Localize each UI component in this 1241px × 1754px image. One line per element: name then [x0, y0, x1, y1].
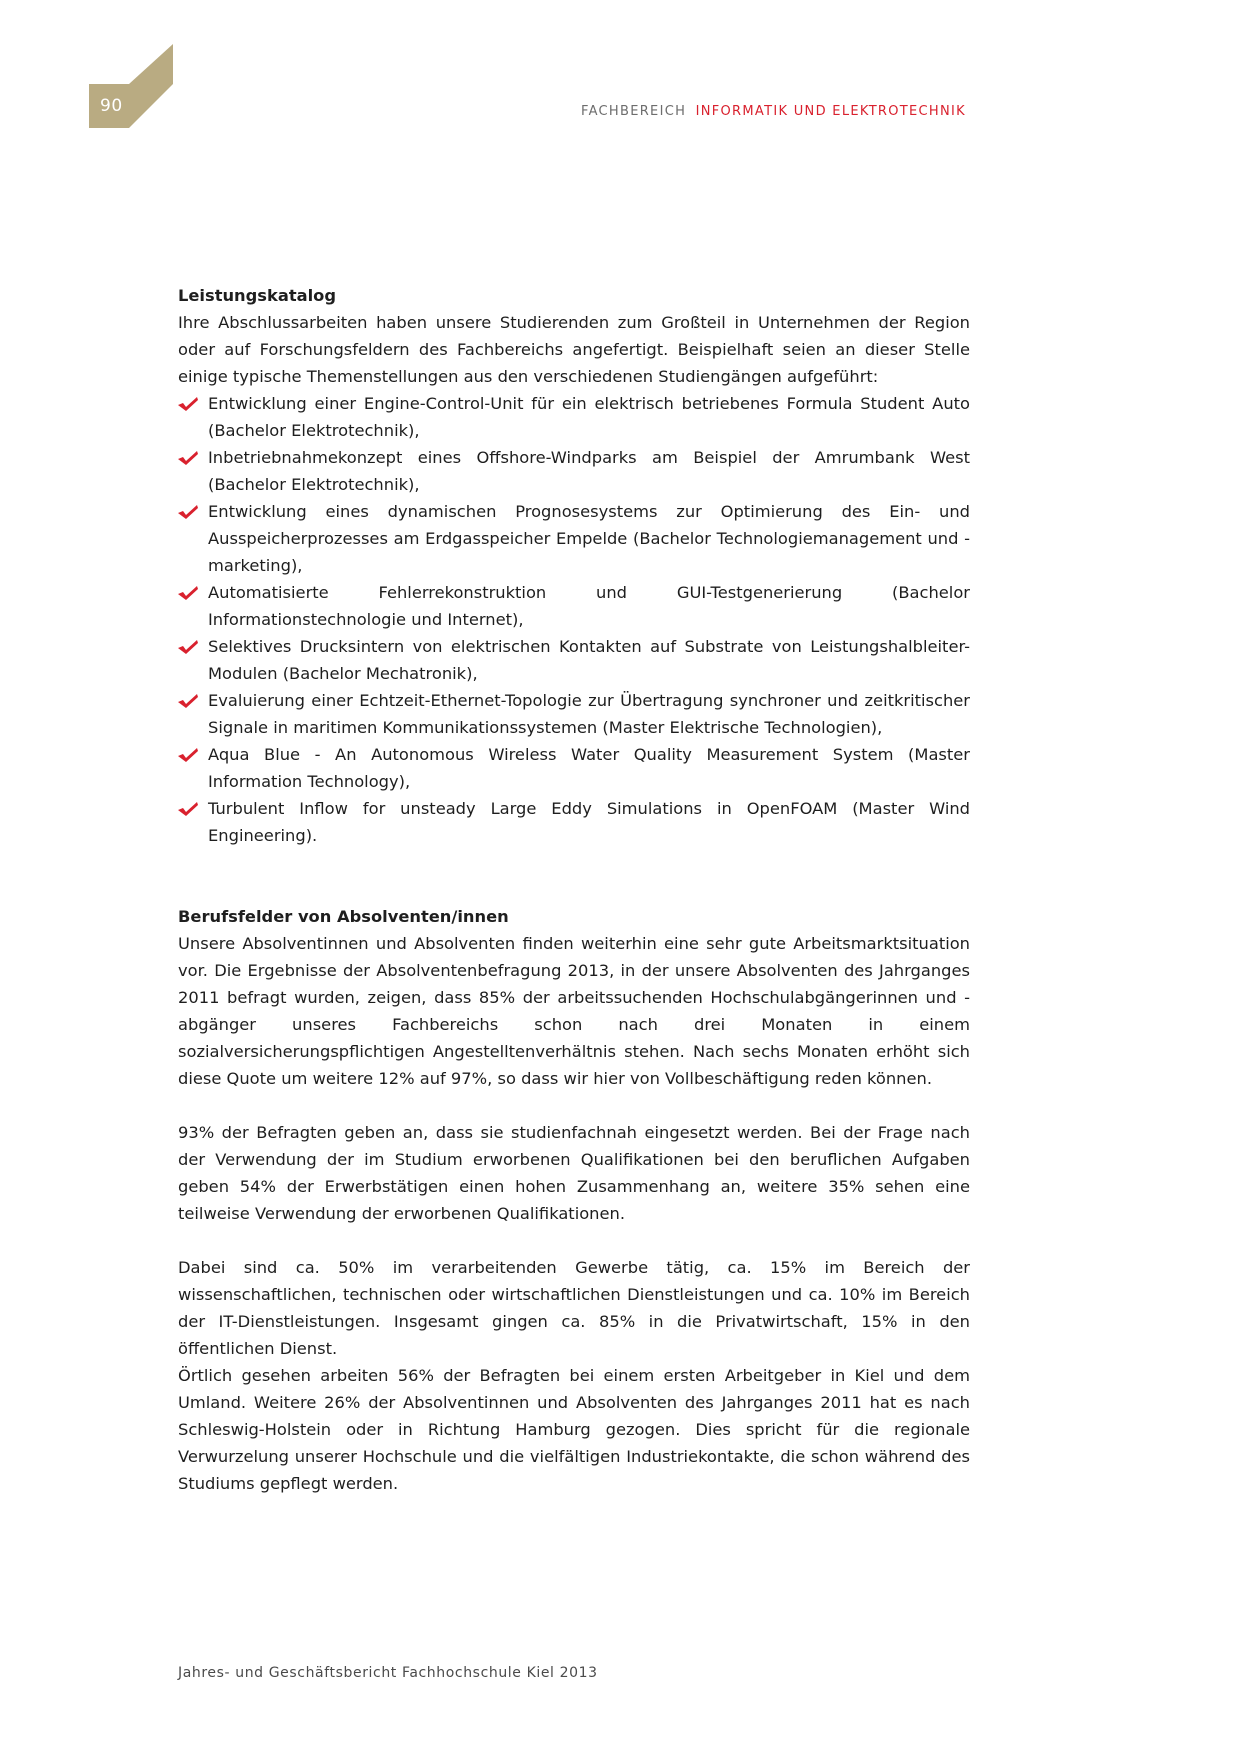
list-item-text: Entwicklung eines dynamischen Prognosesystems zur Optimierung des Ein- und Ausspeicherprozesses am Erdgasspeicher Empelde (Bachelor Technologiemanagement und -marketing), — [208, 502, 970, 575]
running-header — [581, 104, 966, 119]
section-spacer — [178, 849, 970, 903]
red-check-arrow-icon — [178, 450, 198, 466]
intro-paragraph: Ihre Abschlussarbeiten haben unsere Studierenden zum Großteil in Unternehmen der Region oder auf Forschungsfeldern des Fachbereichs angefertigt. Beispielhaft seien an dieser Stelle einige typische Themenstellungen aus den verschiedenen Studiengängen aufgeführt: — [178, 313, 970, 386]
page-footer: Jahres- und Geschäftsbericht Fachhochschule Kiel 2013 — [178, 1665, 598, 1681]
list-item — [178, 741, 970, 795]
list-item — [178, 444, 970, 498]
thesis-topic-list — [178, 390, 970, 849]
list-item-text: Turbulent Inflow for unsteady Large Eddy Simulations in OpenFOAM (Master Wind Engineering). — [208, 799, 970, 845]
section-label: FACHBEREICH — [580, 104, 687, 119]
paragraph-spacer — [178, 1092, 970, 1119]
red-check-arrow-icon — [178, 585, 198, 601]
red-check-arrow-icon — [178, 747, 198, 763]
main-content — [178, 282, 970, 1497]
list-item — [178, 390, 970, 444]
red-check-arrow-icon — [178, 639, 198, 655]
list-item-text: Inbetriebnahmekonzept eines Offshore-Windparks am Beispiel der Amrumbank West (Bachelor Elektrotechnik), — [208, 448, 970, 494]
red-check-arrow-icon — [178, 801, 198, 817]
list-item-text: Entwicklung einer Engine-Control-Unit für ein elektrisch betriebenes Formula Student Auto (Bachelor Elektrotechnik), — [208, 394, 970, 440]
list-item-text: Evaluierung einer Echtzeit-Ethernet-Topologie zur Übertragung synchroner und zeitkritischer Signale in maritimen Kommunikationssystemen (Master Elektrische Technologien), — [208, 691, 970, 737]
list-item — [178, 579, 970, 633]
list-item-text: Aqua Blue - An Autonomous Wireless Water Quality Measurement System (Master Information Technology), — [208, 745, 970, 791]
page-number: 90 — [100, 96, 123, 116]
red-check-arrow-icon — [178, 504, 198, 520]
list-item — [178, 687, 970, 741]
list-item-text: Automatisierte Fehlerrekonstruktion und GUI-Testgenerierung (Bachelor Informationstechnologie und Internet), — [208, 583, 970, 629]
paragraph-arbeitsmarkt: Unsere Absolventinnen und Absolventen finden weiterhin eine sehr gute Arbeitsmarktsituation vor. Die Ergebnisse der Absolventenbefragung 2013, in der unsere Absolventen des Jahrganges 2011 befragt wurden, zeigen, dass 85% der arbeitssuchenden Hochschulabgängerinnen und -abgänger unseres Fachbereichs schon nach drei Monaten in einem sozialversicherungspflichtigen Angestelltenverhältnis stehen. Nach sechs Monaten erhöht sich diese Quote um weitere 12% auf 97%, so dass wir hier von Vollbeschäftigung reden können. — [178, 934, 970, 1088]
section-heading-leistungskatalog: Leistungskatalog — [178, 286, 337, 305]
list-item — [178, 795, 970, 849]
list-item — [178, 498, 970, 579]
paragraph-spacer — [178, 1227, 970, 1254]
paragraph-qualifikationen: 93% der Befragten geben an, dass sie studienfachnah eingesetzt werden. Bei der Frage nach der Verwendung der im Studium erworbenen Qualifikationen bei den beruflichen Aufgaben geben 54% der Erwerbstätigen einen hohen Zusammenhang an, weitere 35% sehen eine teilweise Verwendung der erworbenen Qualifikationen. — [178, 1123, 970, 1223]
list-item — [178, 633, 970, 687]
red-check-arrow-icon — [178, 396, 198, 412]
section-heading-berufsfelder: Berufsfelder von Absolventen/innen — [178, 907, 509, 926]
red-check-arrow-icon — [178, 693, 198, 709]
paragraph-branchen: Dabei sind ca. 50% im verarbeitenden Gewerbe tätig, ca. 15% im Bereich der wissenschaftlichen, technischen oder wirtschaftlichen Dienstleistungen und ca. 10% im Bereich der IT-Dienstleistungen. Insgesamt gingen ca. 85% in die Privatwirtschaft, 15% in den öffentlichen Dienst. — [178, 1258, 970, 1358]
paragraph-regional: Örtlich gesehen arbeiten 56% der Befragten bei einem ersten Arbeitgeber in Kiel und dem Umland. Weitere 26% der Absolventinnen und Absolventen des Jahrganges 2011 hat es nach Schleswig-Holstein oder in Richtung Hamburg gezogen. Dies spricht für die regionale Verwurzelung unserer Hochschule und die vielfältigen Industriekontakte, die schon während des Studiums gepflegt werden. — [178, 1366, 970, 1493]
section-name: INFORMATIK UND ELEKTROTECHNIK — [695, 104, 966, 119]
list-item-text: Selektives Drucksintern von elektrischen Kontakten auf Substrate von Leistungshalbleiter-Modulen (Bachelor Mechatronik), — [208, 637, 970, 683]
